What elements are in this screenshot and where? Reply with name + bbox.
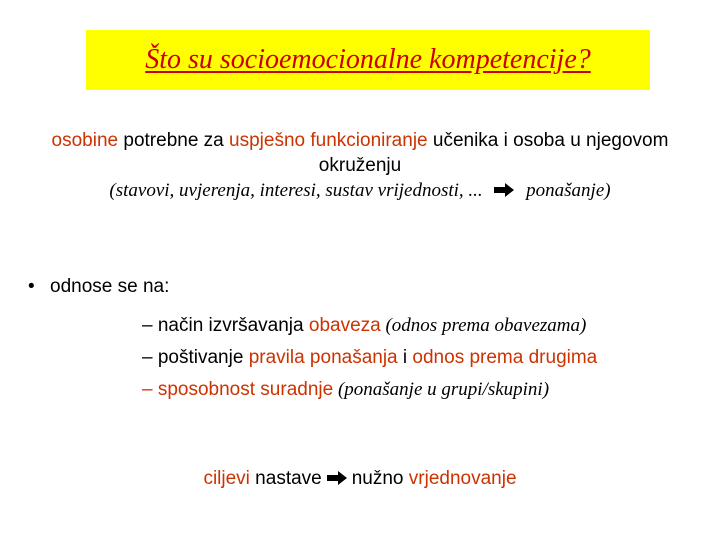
footer-word-evaluation: vrjednovanje xyxy=(408,468,517,489)
sub-item-rules xyxy=(142,347,597,369)
sub-item-dash-text: – poštivanje xyxy=(142,347,249,368)
footer-word-teaching: nastave xyxy=(249,468,322,489)
sub-item-dash-text: – sposobnost suradnje xyxy=(142,379,334,400)
footer-word-necessary: nužno xyxy=(351,468,409,489)
definition-text-2: učenika i osoba u njegovom okruženju xyxy=(318,130,669,176)
page-title: Što su socioemocionalne kompetencije? xyxy=(145,44,591,75)
arrow-right-icon xyxy=(493,183,515,197)
title-banner xyxy=(86,30,650,90)
sub-item-note: (ponašanje u grupi/skupini) xyxy=(333,379,550,400)
examples-close: ponašanje) xyxy=(521,180,611,201)
sub-item-cooperation xyxy=(142,379,549,401)
sub-item-rules-red: pravila ponašanja xyxy=(248,347,398,368)
definition-text-1: potrebne za xyxy=(118,130,230,151)
definition-block xyxy=(20,128,700,203)
bullet-marker: • xyxy=(28,276,35,297)
definition-word-functioning: uspješno funkcioniranje xyxy=(229,130,428,151)
arrow-right-icon xyxy=(326,471,348,485)
footer-line xyxy=(0,468,720,490)
sub-item-key: obaveza xyxy=(308,315,381,336)
sub-item-note: (odnos prema obavezama) xyxy=(380,315,587,336)
bullet-item xyxy=(28,276,169,298)
definition-word-osobine: osobine xyxy=(51,130,119,151)
sub-item-connector: i xyxy=(397,347,413,368)
sub-item-relations-red: odnos prema drugima xyxy=(412,347,598,368)
bullet-text: odnose se na: xyxy=(50,276,170,297)
examples-open: (stavovi, uvjerenja, interesi, sustav vrijednosti, ... xyxy=(109,180,488,201)
definition-examples xyxy=(20,178,700,203)
sub-item-obligations xyxy=(142,315,586,337)
footer-word-goals: ciljevi xyxy=(203,468,250,489)
sub-item-dash-text: – način izvršavanja xyxy=(142,315,309,336)
